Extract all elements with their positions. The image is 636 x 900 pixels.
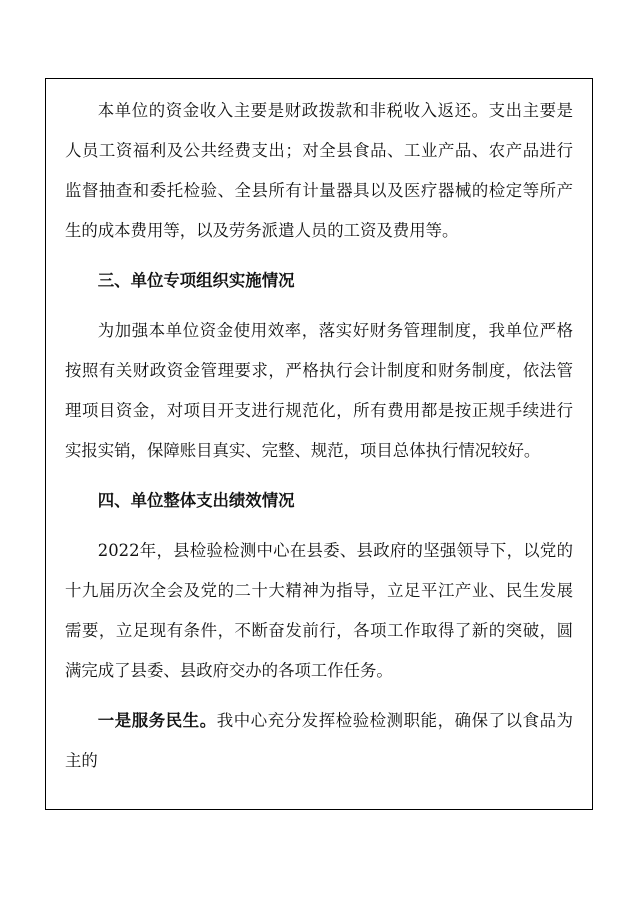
- paragraph-body-text: 我中心充分发挥检验检测职能，确保了以食品为主的: [65, 711, 574, 770]
- paragraph-lead-bold: 一是服务民生。: [97, 711, 217, 730]
- paragraph-special-projects: 为加强本单位资金使用效率，落实好财务管理制度，我单位严格按照有关财政资金管理要求，严格执行会计制度和财务制度，依法管理项目资金，对项目开支进行规范化，所有费用都是按正规手续进行实报实销，保障账目真实、完整、规范，项目总体执行情况较好。: [65, 321, 573, 460]
- section-heading-special-projects: 三、单位专项组织实施情况: [97, 271, 295, 290]
- cell-content: [46, 79, 592, 781]
- paragraph-serve-livelihood: [65, 701, 573, 781]
- paragraph-funding-sources: 本单位的资金收入主要是财政拨款和非税收入返还。支出主要是人员工资福利及公共经费支出；对全县食品、工业产品、农产品进行监督抽查和委托检验、全县所有计量器具以及医疗器械的检定等所产生的成本费用等，以及劳务派遣人员的工资及费用等。: [65, 101, 573, 240]
- table-cell-frame: [45, 78, 593, 810]
- section-heading-performance: 四、单位整体支出绩效情况: [97, 491, 295, 510]
- paragraph-performance: 2022年，县检验检测中心在县委、县政府的坚强领导下，以党的十九届历次全会及党的二十大精神为指导，立足平江产业、民生发展需要，立足现有条件，不断奋发前行，各项工作取得了新的突破，圆满完成了县委、县政府交办的各项工作任务。: [65, 541, 573, 680]
